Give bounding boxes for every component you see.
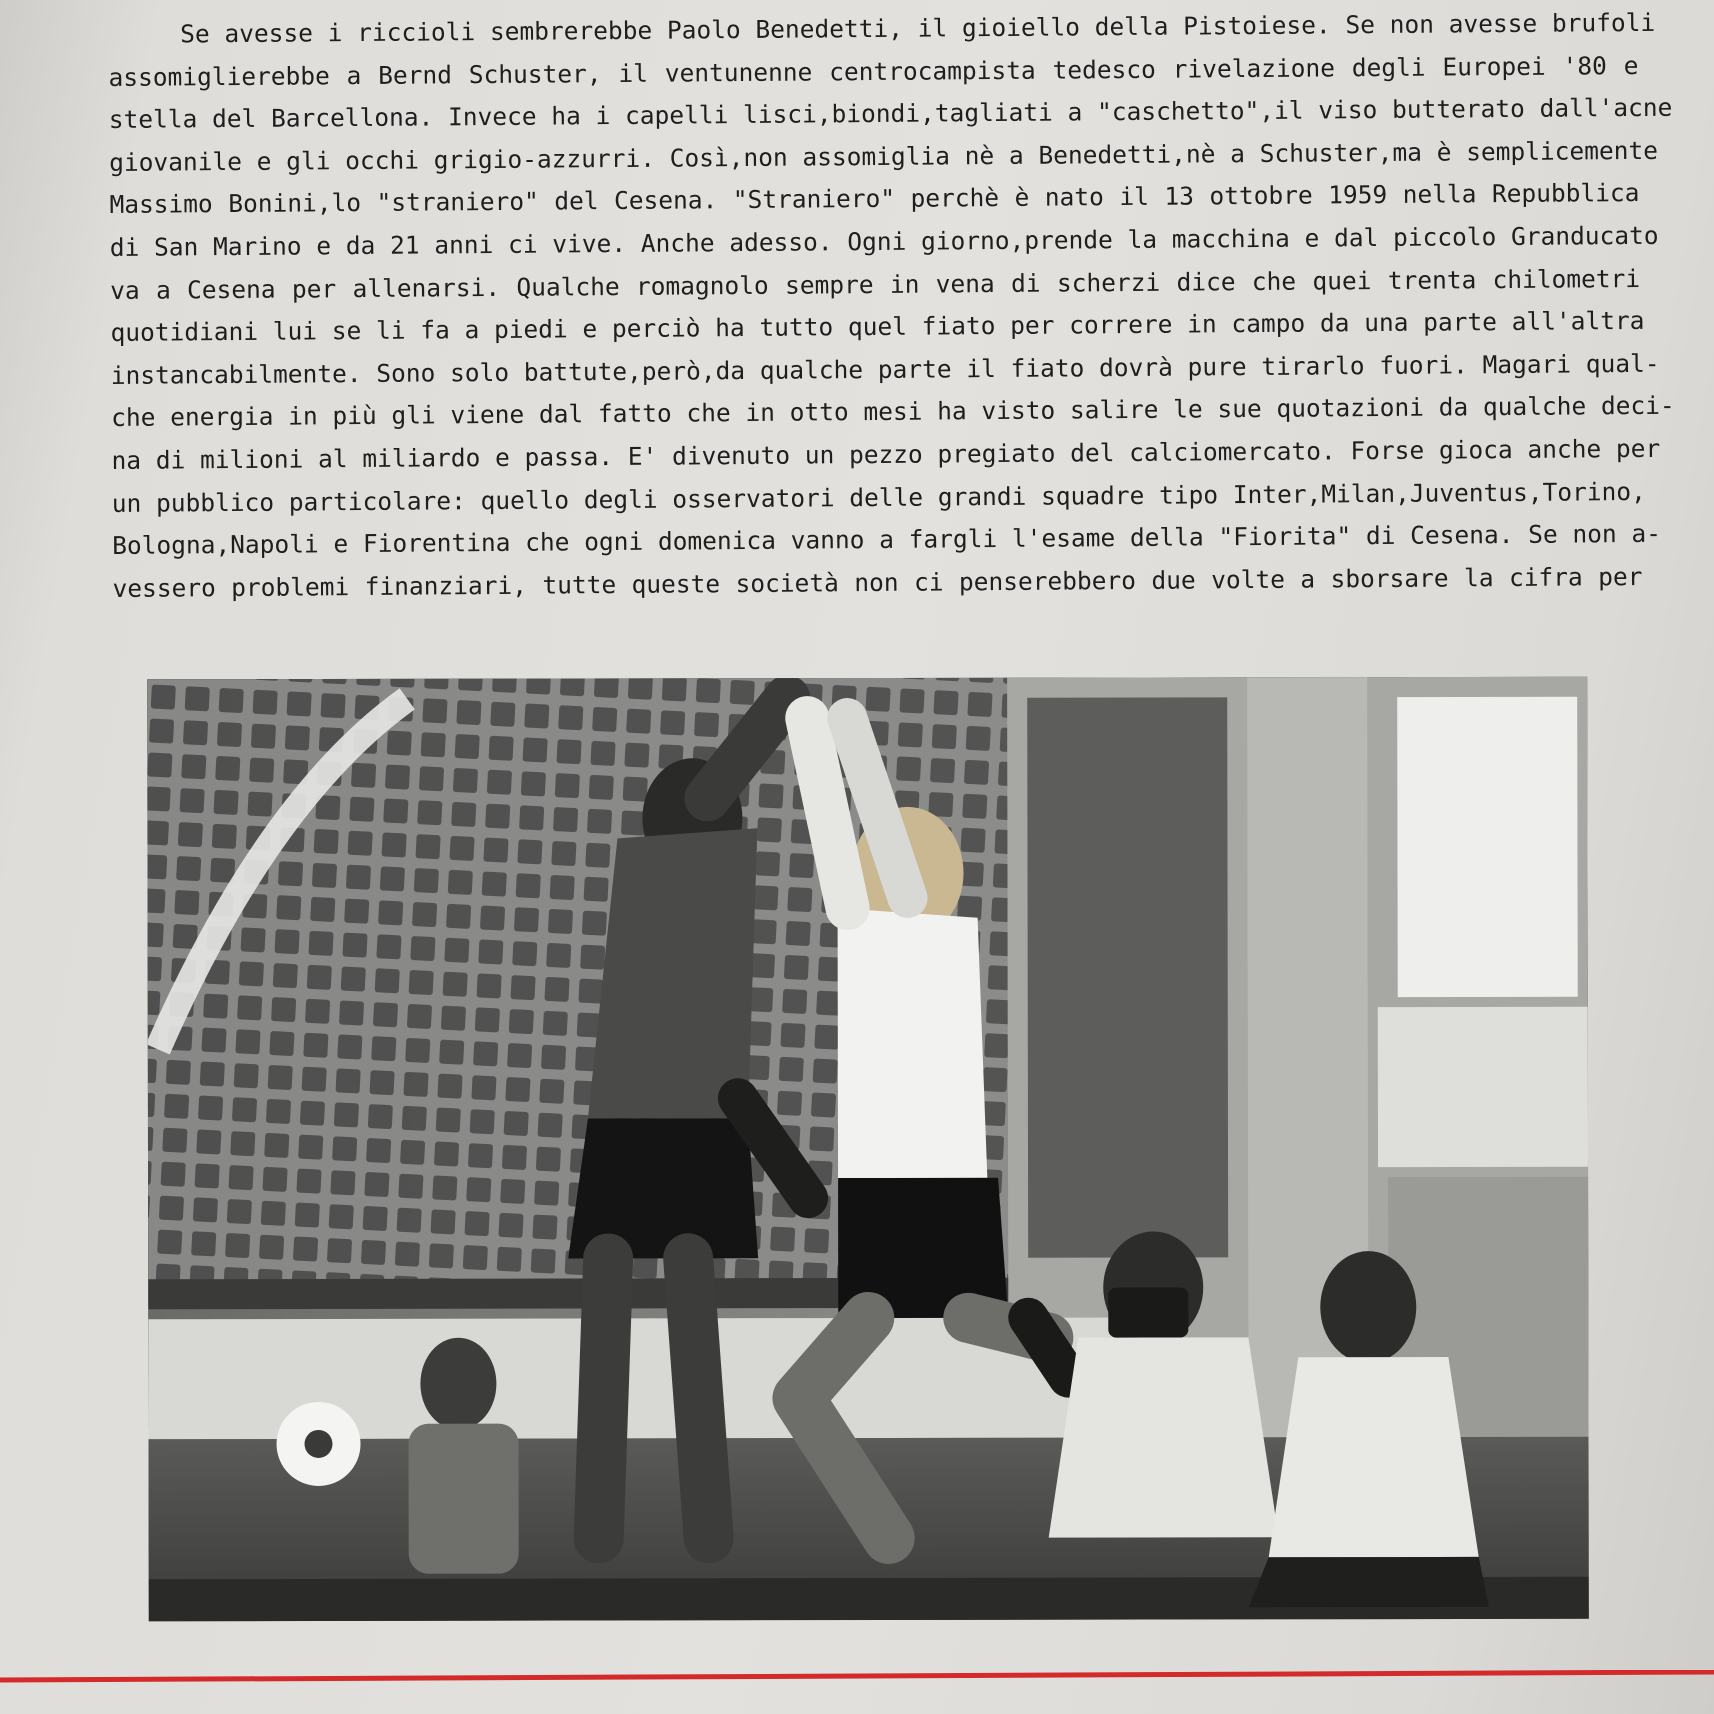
article-text <box>108 2 1675 610</box>
text-line: Se avesse i riccioli sembrerebbe Paolo Benedetti, il gioiello della Pistoiese. Se non avesse brufoli <box>180 7 1656 49</box>
red-rule-divider <box>0 1670 1714 1714</box>
text-line: Massimo Bonini,lo "straniero" del Cesena. "Straniero" perchè è nato il 13 ottobre 1959 nella Repubblica <box>109 178 1640 220</box>
text-line: giovanile e gli occhi grigio-azzurri. Così,non assomiglia nè a Benedetti,nè a Schuster,ma è semplicemente <box>109 135 1659 177</box>
text-line: di San Marino e da 21 anni ci vive. Anche adesso. Ogni giorno,prende la macchina e dal piccolo Granducato <box>109 220 1659 262</box>
text-line: quotidiani lui se li fa a piedi e perciò ha tutto quel fiato per correre in campo da una parte all'altra <box>110 306 1645 348</box>
text-line: va a Cesena per allenarsi. Qualche romagnolo sempre in vena di scherzi dice che quei trenta chilometri <box>110 263 1641 305</box>
text-line: Bologna,Napoli e Fiorentina che ogni domenica vanno a fargli l'esame della "Fiorita" di Cesena. Se non a- <box>112 518 1662 561</box>
text-line: che energia in più gli viene dal fatto che in otto mesi ha visto salire le sue quotazioni da qualche deci- <box>111 391 1675 433</box>
text-line: instancabilmente. Sono solo battute,però,da qualche parte il fiato dovrà pure tirarlo fuori. Magari qual- <box>110 348 1660 390</box>
text-line: un pubblico particolare: quello degli osservatori delle grandi squadre tipo Inter,Milan,Juventus,Torino, <box>111 476 1646 518</box>
text-line: stella del Barcellona. Invece ha i capelli lisci,biondi,tagliati a "caschetto",il viso butterato dall'acne <box>108 92 1673 135</box>
text-line: assomiglierebbe a Bernd Schuster, il ventunenne centrocampista tedesco rivelazione degli Europei '80 e <box>108 50 1639 92</box>
text-line: na di milioni al miliardo e passa. E' divenuto un pezzo pregiato del calciomercato. Forse gioca anche per <box>111 433 1661 475</box>
text-line: vessero problemi finanziari, tutte queste società non ci penserebbero due volte a sborsare la cifra per <box>112 561 1643 603</box>
football-photo <box>147 677 1589 1622</box>
